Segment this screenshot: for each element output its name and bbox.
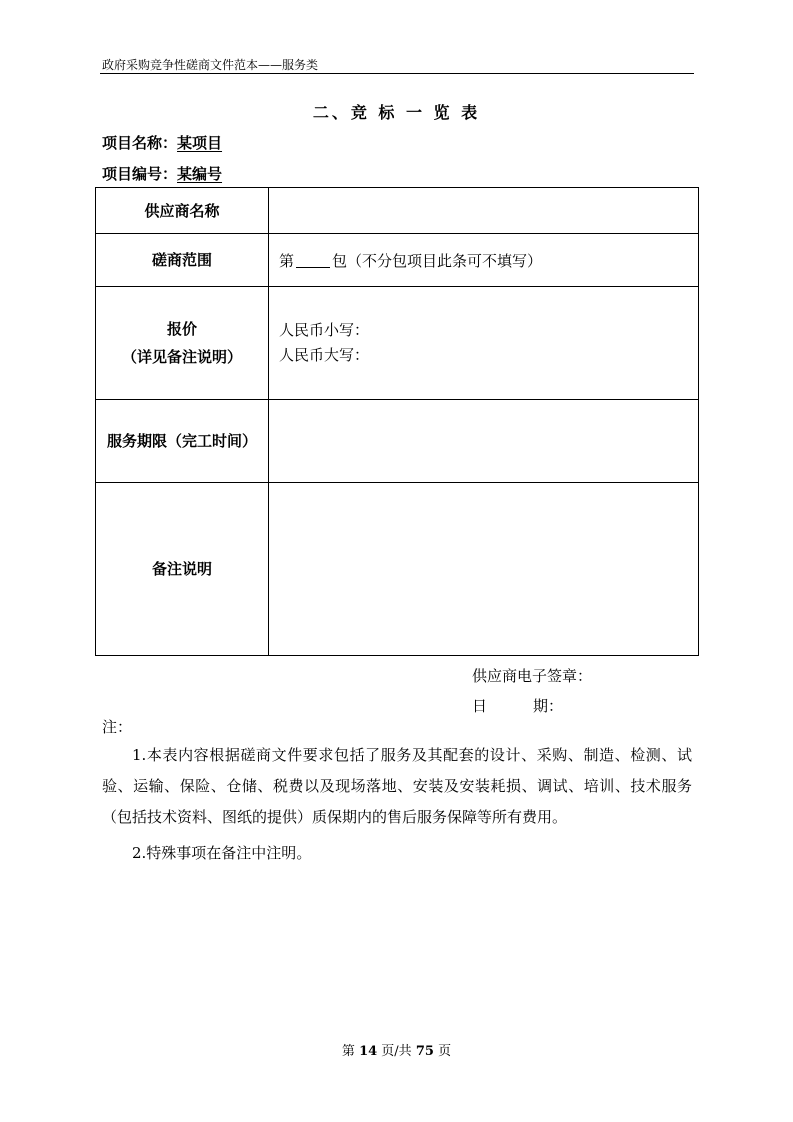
footer-suffix: 页 [438,1044,452,1059]
page-title: 二、竞 标 一 览 表 [312,103,481,122]
footer-prefix: 第 [341,1044,355,1059]
scope-suffix: 包（不分包项目此条可不填写） [332,251,543,270]
period-label: 服务期限（完工时间） [96,400,269,483]
table-row-supplier [96,188,699,234]
price-sublabel: （详见备注说明） [121,348,242,366]
note-item-2: 2.特殊事项在备注中注明。 [132,844,312,862]
price-label-cell [96,287,269,400]
footer-middle: 页/共 [381,1044,412,1059]
note-item-1: 1.本表内容根据磋商文件要求包括了服务及其配套的设计、采购、制造、检测、试验、运输、保险、仓储、税费以及现场落地、安装及安装耗损、调试、培训、技术服务（包括技术资料、图纸的提供）质保期内的售后服务保障等所有费用。 [102,746,692,826]
table-row-remarks [96,483,699,656]
project-number-label: 项目编号： [102,165,178,183]
table-row-scope [96,234,699,287]
table-row-period [96,400,699,483]
scope-prefix: 第 [279,251,295,270]
project-number-value: 某编号 [177,165,223,183]
footer-page-number: 14 [359,1044,378,1059]
bid-summary-table [95,187,699,656]
project-name-line [102,132,222,153]
table-row-price [96,287,699,400]
seal-label: 供应商电子签章： [472,667,593,685]
project-name-value: 某项目 [177,134,223,152]
scope-label: 磋商范围 [96,234,269,287]
price-lower-label: 人民币小写： [279,321,370,339]
date-line [472,695,563,716]
price-upper-label: 人民币大写： [279,346,370,364]
header-rule [100,73,694,74]
period-field[interactable] [269,400,699,483]
scope-package-blank[interactable] [296,251,330,268]
supplier-label: 供应商名称 [96,188,269,234]
supplier-field[interactable] [269,188,699,234]
footer-total-pages: 75 [415,1044,434,1059]
remarks-field[interactable] [269,483,699,656]
remarks-label: 备注说明 [96,483,269,656]
notes-heading: 注： [102,718,133,736]
price-field[interactable] [269,287,699,400]
price-label: 报价 [166,320,197,338]
project-number-line [102,163,222,184]
running-header: 政府采购竞争性磋商文件范本——服务类 [102,58,319,72]
date-label-1: 日 [472,697,488,715]
page-footer [0,1040,793,1059]
scope-field[interactable] [269,234,699,287]
project-name-label: 项目名称： [102,134,178,152]
date-label-2: 期： [533,697,564,715]
